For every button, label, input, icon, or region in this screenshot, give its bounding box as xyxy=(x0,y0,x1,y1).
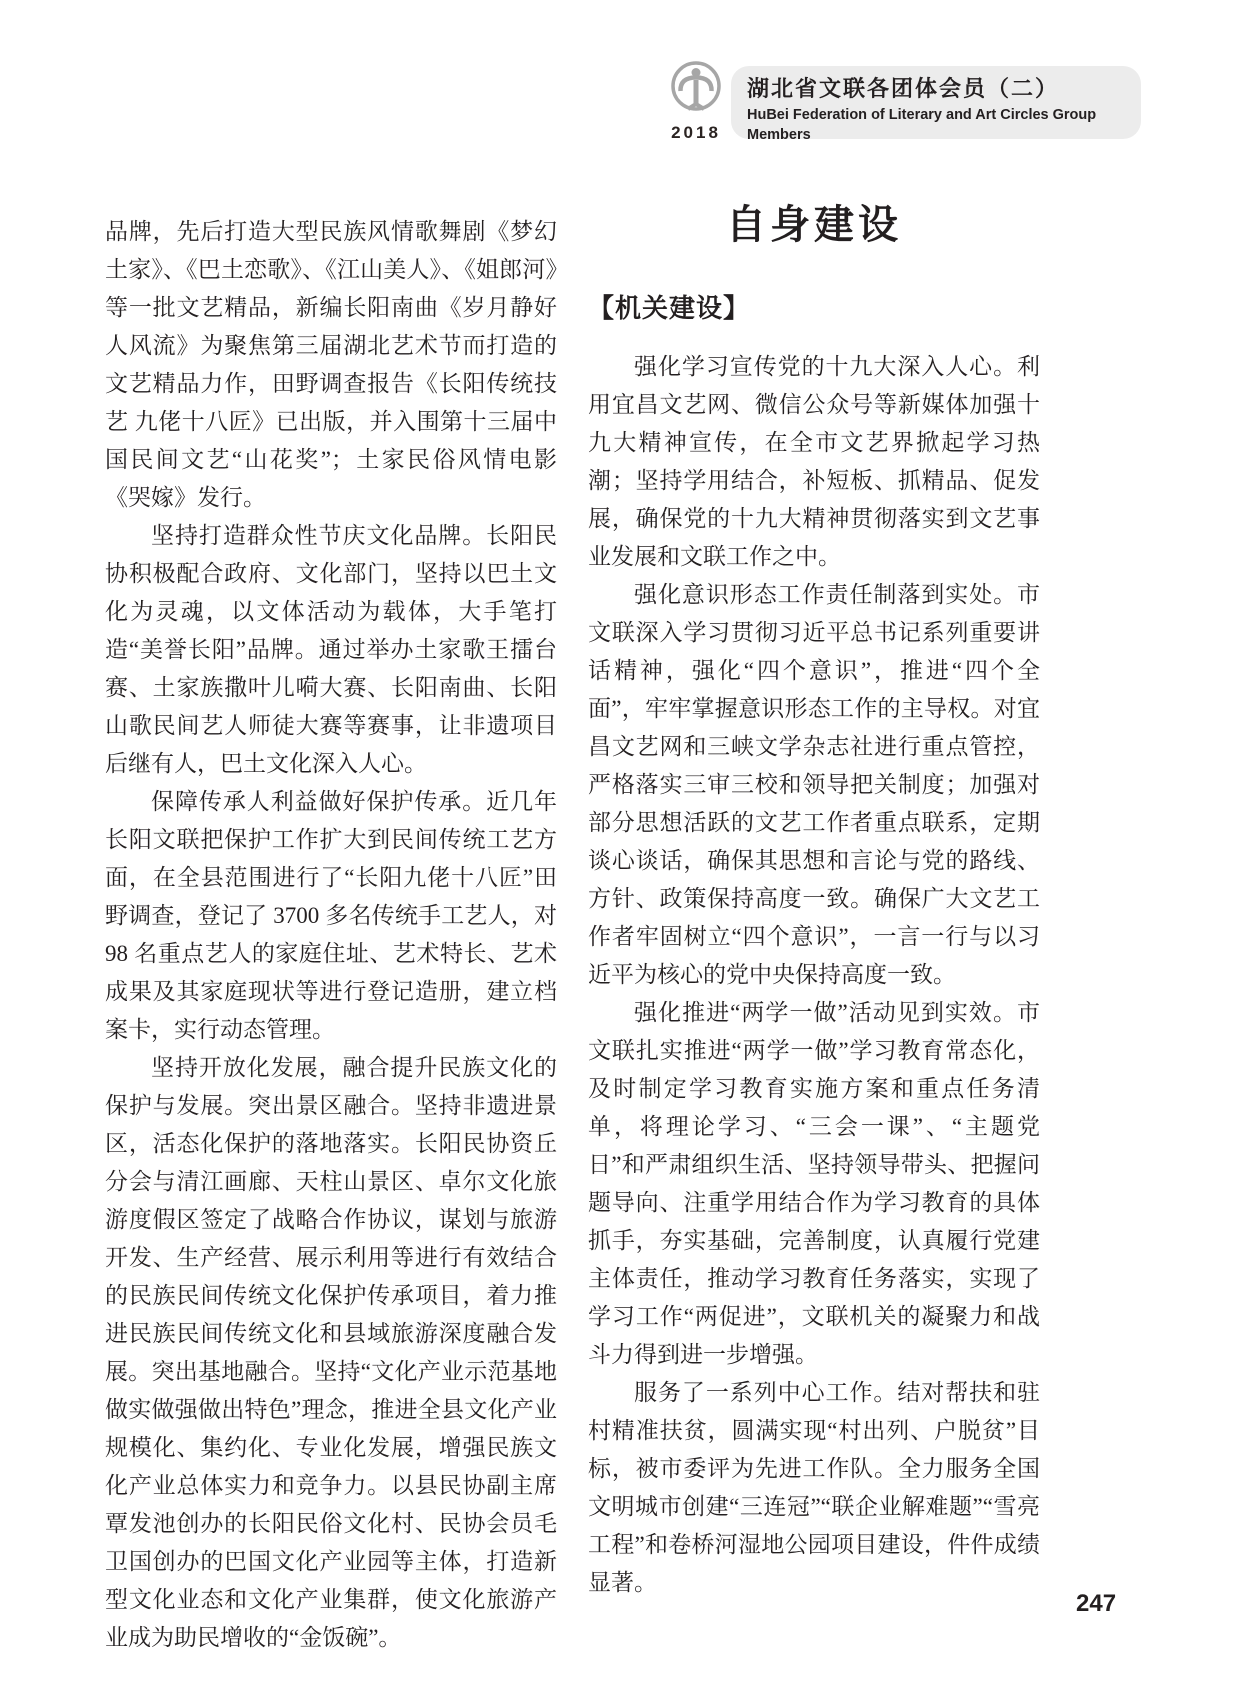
banner-title-cn: 湖北省文联各团体会员（二） xyxy=(747,76,1060,101)
left-column xyxy=(105,213,557,1657)
subsection-heading: 【机关建设】 xyxy=(588,293,751,323)
paragraph: 服务了一系列中心工作。结对帮扶和驻村精准扶贫，圆满实现“村出列、户脱贫”目标，被市委评为先进工作队。全力服务全国文明城市创建“三连冠”“联企业解难题”“雪亮工程”和卷桥河湿地公园项目建设，件件成绩显著。 xyxy=(588,1380,1040,1595)
paragraph: 保障传承人利益做好保护传承。近几年长阳文联把保护工作扩大到民间传统工艺方面，在全县范围进行了“长阳九佬十八匠”田野调查，登记了 3700 多名传统手工艺人，对 98 名重点艺人的家庭住址、艺术特长、艺术成果及其家庭现状等进行登记造册，建立档案卡，实行动态管理。 xyxy=(105,789,557,1042)
section-title: 自身建设 xyxy=(726,203,902,247)
paragraph: 坚持开放化发展，融合提升民族文化的保护与发展。突出景区融合。坚持非遗进景区，活态化保护的落地落实。长阳民协资丘分会与清江画廊、天柱山景区、卓尔文化旅游度假区签定了战略合作协议，谋划与旅游开发、生产经营、展示利用等进行有效结合的民族民间传统文化保护传承项目，着力推进民族民间传统文化和县域旅游深度融合发展。突出基地融合。坚持“文化产业示范基地做实做强做出特色”理念，推进全县文化产业规模化、集约化、专业化发展，增强民族文化产业总体实力和竞争力。以县民协副主席覃发池创办的长阳民俗文化村、民协会员毛卫国创办的巴国文化产业园等主体，打造新型文化业态和文化产业集群，使文化旅游产业成为助民增收的“金饭碗”。 xyxy=(105,1055,557,1650)
year-label: 2018 xyxy=(671,123,721,142)
paragraph: 强化推进“两学一做”活动见到实效。市文联扎实推进“两学一做”学习教育常态化，及时制定学习教育实施方案和重点任务清单，将理论学习、“三会一课”、“主题党日”和严肃组织生活、坚持领导带头、把握问题导向、注重学用结合作为学习教育的具体抓手，夯实基础，完善制度，认真履行党建主体责任，推动学习教育任务落实，实现了学习工作“两促进”，文联机关的凝聚力和战斗力得到进一步增强。 xyxy=(588,1000,1040,1367)
paragraph: 品牌，先后打造大型民族风情歌舞剧《梦幻土家》、《巴土恋歌》、《江山美人》、《姐郎河》等一批文艺精品，新编长阳南曲《岁月静好人风流》为聚焦第三届湖北艺术节而打造的文艺精品力作，田野调查报告《长阳传统技艺 九佬十八匠》已出版，并入围第十三届中国民间文艺“山花奖”；土家民俗风情电影《哭嫁》发行。 xyxy=(105,219,557,510)
right-column xyxy=(588,200,1040,1602)
right-column-body xyxy=(588,348,1040,1602)
paragraph: 强化意识形态工作责任制落到实处。市文联深入学习贯彻习近平总书记系列重要讲话精神，强化“四个意识”，推进“四个全面”，牢牢掌握意识形态工作的主导权。对宜昌文艺网和三峡文学杂志社进行重点管控，严格落实三审三校和领导把关制度；加强对部分思想活跃的文艺工作者重点联系，定期谈心谈话，确保其思想和言论与党的路线、方针、政策保持高度一致。确保广大文艺工作者牢固树立“四个意识”，一言一行与以习近平为核心的党中央保持高度一致。 xyxy=(588,582,1040,987)
paragraph: 强化学习宣传党的十九大深入人心。利用宜昌文艺网、微信公众号等新媒体加强十九大精神宣传，在全市文艺界掀起学习热潮；坚持学用结合，补短板、抓精品、促发展，确保党的十九大精神贯彻落实到文艺事业发展和文联工作之中。 xyxy=(588,354,1040,569)
header-banner xyxy=(731,66,1141,143)
paragraph: 坚持打造群众性节庆文化品牌。长阳民协积极配合政府、文化部门，坚持以巴土文化为灵魂，以文体活动为载体，大手笔打造“美誉长阳”品牌。通过举办土家歌王擂台赛、土家族撒叶儿嗬大赛、长阳南曲、长阳山歌民间艺人师徒大赛等赛事，让非遗项目后继有人，巴土文化深入人心。 xyxy=(105,523,557,776)
page-number: 247 xyxy=(1076,1590,1117,1617)
banner-title-en: HuBei Federation of Literary and Art Circles Group Members xyxy=(747,107,1097,143)
logo-block xyxy=(668,60,724,143)
federation-emblem-icon xyxy=(670,103,722,120)
